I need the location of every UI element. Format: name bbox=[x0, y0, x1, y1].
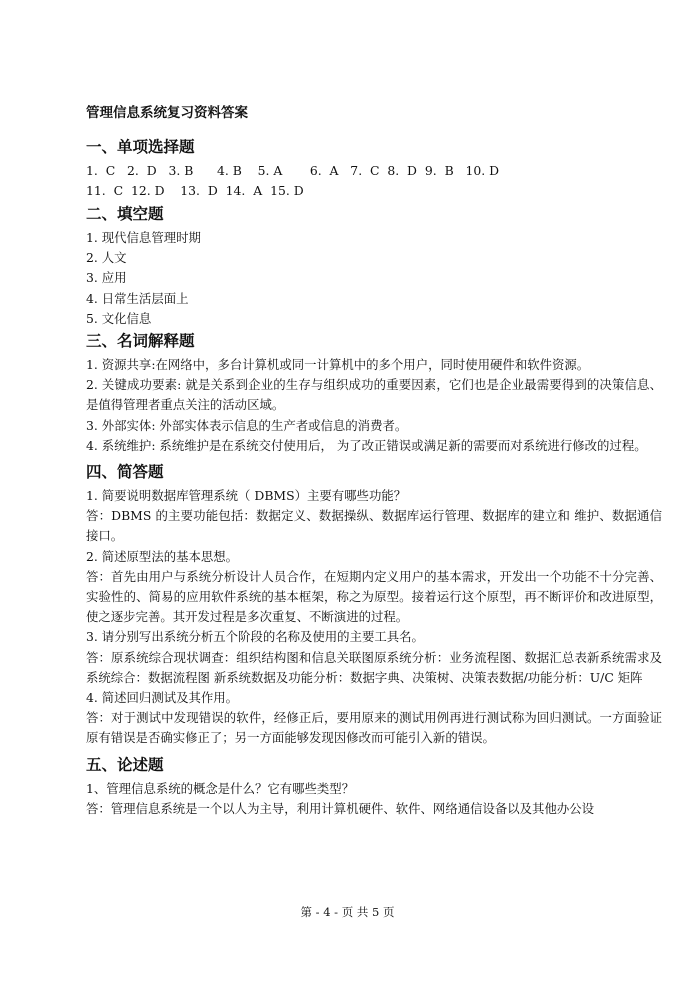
list-item: 3. 外部实体: 外部实体表示信息的生产者或信息的消费者。 bbox=[86, 417, 408, 433]
list-item: 1. 资源共享:在网络中，多台计算机或同一计算机中的多个用户，同时使用硬件和软件资源。 bbox=[86, 357, 590, 373]
question: 2. 简述原型法的基本思想。 bbox=[86, 548, 239, 564]
question: 1. 简要说明数据库管理系统（ DBMS）主要有哪些功能？ bbox=[86, 488, 407, 504]
list-item: 5. 文化信息 bbox=[86, 310, 152, 326]
question: 3. 请分别写出系统分析五个阶段的名称及使用的主要工具名。 bbox=[86, 629, 424, 645]
answer: 答：管理信息系统是一个以人为主导，利用计算机硬件、软件、网络通信设备以及其他办公设 bbox=[86, 800, 595, 816]
answer-line: 1. C 2. D 3. B 4. B 5. A 6. A 7. C 8. D 9. B 10. D bbox=[86, 163, 500, 178]
list-item: 2. 关键成功要素: 就是关系到企业的生存与组织成功的重要因素，它们也是企业最需要得到的决策信息、是值得管理者重点关注的活动区域。 bbox=[86, 377, 662, 413]
answer: 答：对于测试中发现错误的软件，经修正后，要用原来的测试用例再进行测试称为回归测试。一方面验证原有错误是否确实修正了；另一方面能够发现因修改而可能引入新的错误。 bbox=[86, 710, 662, 746]
document-body bbox=[86, 104, 662, 819]
answer-line: 11. C 12. D 13. D 14. A 15. D bbox=[86, 183, 304, 198]
list-item: 4. 系统维护: 系统维护是在系统交付使用后， 为了改正错误或满足新的需要而对系统进行修改的过程。 bbox=[86, 437, 647, 453]
answer: 答：首先由用户与系统分析设计人员合作，在短期内定义用户的基本需求，开发出一个功能不十分完善、实验性的、简易的应用软件系统的基本框架，称之为原型。接着运行这个原型，再不断评价和改进原型，使之逐步完善。其开发过程是多次重复、不断演进的过程。 bbox=[86, 568, 662, 625]
list-item: 4. 日常生活层面上 bbox=[86, 290, 189, 306]
list-item: 2. 人文 bbox=[86, 250, 127, 266]
section-heading-short-answer: 四、简答题 bbox=[86, 463, 164, 482]
section-heading-essay: 五、论述题 bbox=[86, 755, 164, 774]
list-item: 3. 应用 bbox=[86, 270, 127, 286]
page-footer: 第 - 4 - 页 共 5 页 bbox=[300, 905, 395, 919]
section-heading-single-choice: 一、单项选择题 bbox=[86, 138, 195, 156]
list-item: 1. 现代信息管理时期 bbox=[86, 230, 201, 245]
question: 4. 简述回归测试及其作用。 bbox=[86, 690, 239, 706]
section-heading-terms: 三、名词解释题 bbox=[86, 332, 195, 351]
answer: 答：DBMS 的主要功能包括：数据定义、数据操纵、数据库运行管理、数据库的建立和 维护、数据通信接口。 bbox=[86, 508, 662, 544]
answer: 答：原系统综合现状调查：组织结构图和信息关联图原系统分析：业务流程图、数据汇总表新系统需求及系统综合：数据流程图 新系统数据及功能分析：数据字典、决策树、决策表数据/功能分析：U/C 矩阵 bbox=[86, 649, 662, 685]
section-heading-fill-blank: 二、填空题 bbox=[86, 205, 164, 223]
page-title: 管理信息系统复习资料答案 bbox=[86, 105, 248, 121]
question: 1、管理信息系统的概念是什么？它有哪些类型？ bbox=[86, 780, 355, 796]
